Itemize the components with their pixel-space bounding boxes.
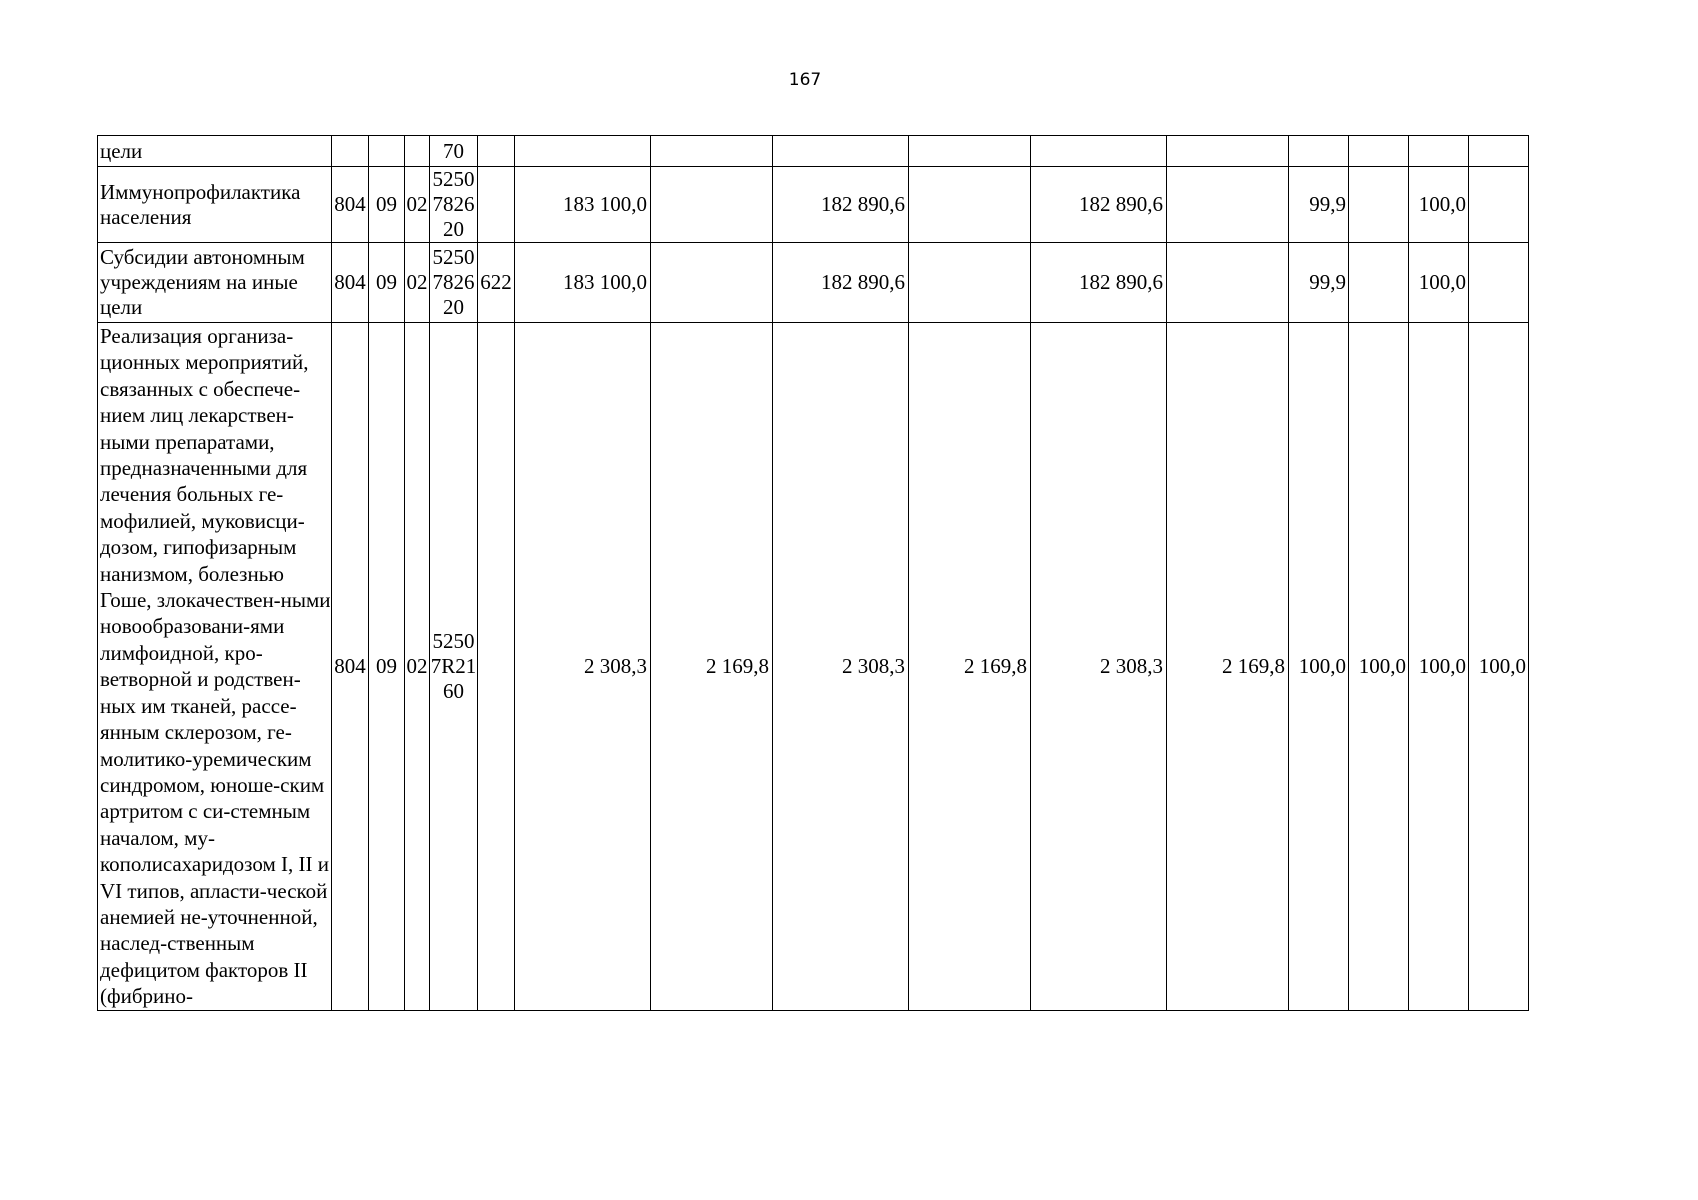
amount-cell (909, 167, 1031, 243)
budget-table (97, 135, 1529, 1011)
row-name: Иммунопрофилактика населения (98, 167, 332, 243)
pr-code: 02 (405, 167, 430, 243)
percent-cell (1409, 136, 1469, 167)
pr-code: 02 (405, 323, 430, 1011)
amount-cell: 182 890,6 (1031, 243, 1167, 323)
rz-code (369, 136, 405, 167)
amount-cell (1167, 243, 1289, 323)
amount-cell: 2 169,8 (651, 323, 773, 1011)
amount-cell (1167, 167, 1289, 243)
table-row (98, 136, 1529, 167)
row-name: цели (98, 136, 332, 167)
amount-cell (651, 167, 773, 243)
amount-cell: 183 100,0 (515, 167, 651, 243)
ved-code: 804 (332, 167, 369, 243)
amount-cell: 182 890,6 (773, 243, 909, 323)
percent-cell: 99,9 (1289, 243, 1349, 323)
amount-cell: 182 890,6 (1031, 167, 1167, 243)
row-name: Реализация организа-ционных мероприятий, связанных с обеспече-нием лиц лекарствен-ными препаратами, предназначенными для лечения больных ге-мофилией, муковисци-дозом, гипофизарным нанизмом, болезнью Гоше, злокачествен-ными новообразовани-ями лимфоидной, кро-ветворной и родствен-ных им тканей, рассе-янным склерозом, ге-молитико-уремическим синдромом, юноше-ским артритом с си-стемным началом, му-кополисахаридозом I, II и VI типов, апласти-ческой анемией не-уточненной, наслед-ственным дефицитом факторов II (фибрино- (98, 323, 332, 1011)
amount-cell: 2 169,8 (909, 323, 1031, 1011)
percent-cell (1349, 167, 1409, 243)
percent-cell: 100,0 (1469, 323, 1529, 1011)
vr-code: 622 (478, 243, 515, 323)
percent-cell (1349, 243, 1409, 323)
percent-cell: 99,9 (1289, 167, 1349, 243)
csr-code: 5250 7R21 60 (430, 323, 478, 1011)
vr-code (478, 136, 515, 167)
vr-code (478, 167, 515, 243)
csr-code: 5250 7826 20 (430, 167, 478, 243)
percent-cell (1469, 243, 1529, 323)
amount-cell (909, 243, 1031, 323)
rz-code: 09 (369, 243, 405, 323)
amount-cell (651, 136, 773, 167)
rz-code: 09 (369, 167, 405, 243)
amount-cell: 2 308,3 (1031, 323, 1167, 1011)
percent-cell: 100,0 (1409, 243, 1469, 323)
ved-code: 804 (332, 243, 369, 323)
amount-cell (1167, 136, 1289, 167)
percent-cell: 100,0 (1289, 323, 1349, 1011)
percent-cell (1349, 136, 1409, 167)
csr-code: 5250 7826 20 (430, 243, 478, 323)
amount-cell: 2 169,8 (1167, 323, 1289, 1011)
table-row (98, 167, 1529, 243)
amount-cell: 183 100,0 (515, 243, 651, 323)
percent-cell: 100,0 (1409, 167, 1469, 243)
amount-cell (515, 136, 651, 167)
ved-code (332, 136, 369, 167)
pr-code: 02 (405, 243, 430, 323)
csr-code: 70 (430, 136, 478, 167)
amount-cell (651, 243, 773, 323)
vr-code (478, 323, 515, 1011)
percent-cell: 100,0 (1349, 323, 1409, 1011)
amount-cell (909, 136, 1031, 167)
percent-cell (1289, 136, 1349, 167)
percent-cell (1469, 167, 1529, 243)
amount-cell (1031, 136, 1167, 167)
ved-code: 804 (332, 323, 369, 1011)
table-row (98, 323, 1529, 1011)
pr-code (405, 136, 430, 167)
page-number: 167 (788, 70, 822, 90)
rz-code: 09 (369, 323, 405, 1011)
amount-cell (773, 136, 909, 167)
table-row (98, 243, 1529, 323)
amount-cell: 2 308,3 (773, 323, 909, 1011)
percent-cell (1469, 136, 1529, 167)
percent-cell: 100,0 (1409, 323, 1469, 1011)
amount-cell: 2 308,3 (515, 323, 651, 1011)
amount-cell: 182 890,6 (773, 167, 909, 243)
row-name: Субсидии автономным учреждениям на иные цели (98, 243, 332, 323)
